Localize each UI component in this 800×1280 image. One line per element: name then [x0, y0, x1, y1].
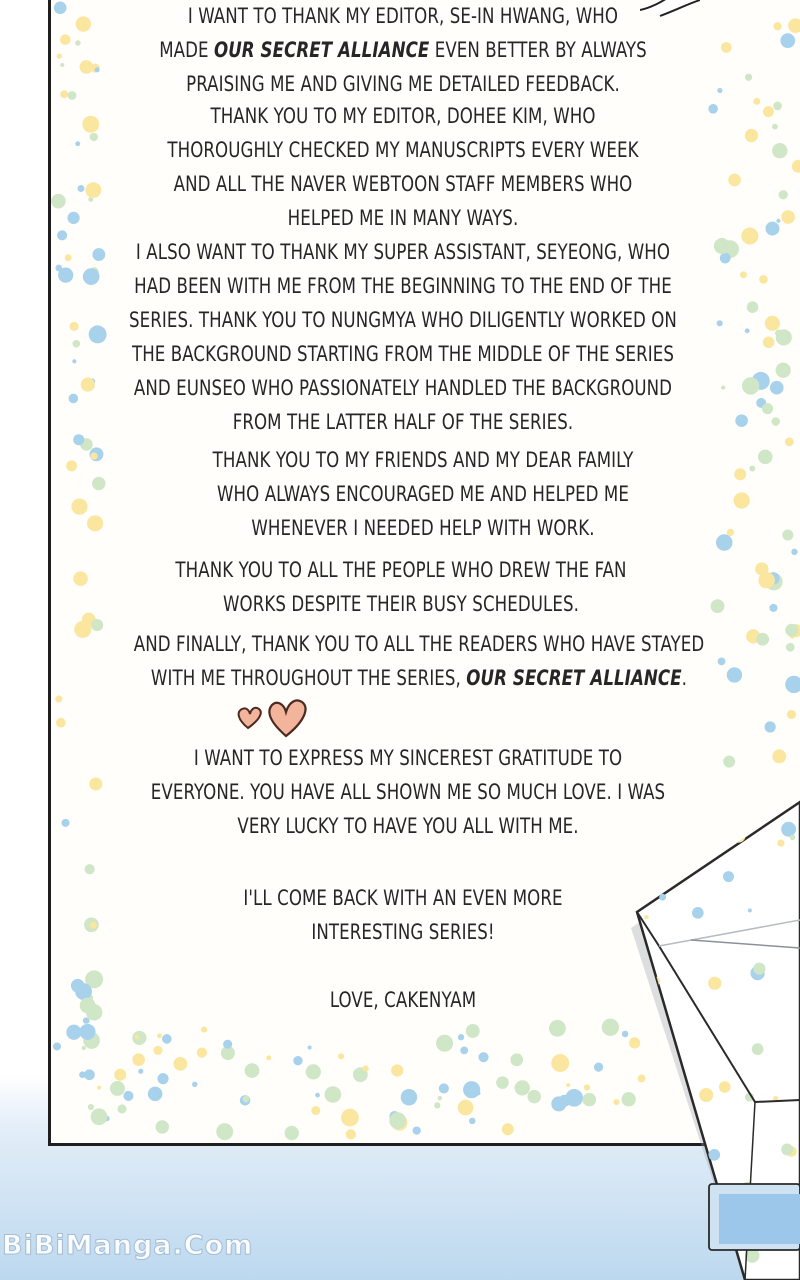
letter-line: AND ALL THE NAVER WEBTOON STAFF MEMBERS WHO	[173, 172, 633, 197]
confetti-dot	[97, 1086, 101, 1090]
confetti-dot	[148, 1087, 162, 1101]
letter-line: EVERYONE. YOU HAVE ALL SHOWN ME SO MUCH LOVE. I WAS	[150, 780, 666, 805]
letter-line: LOVE, CAKENYAM	[329, 988, 477, 1013]
confetti-dot	[216, 1123, 233, 1140]
letter-paragraph	[79, 444, 767, 546]
confetti-dot	[776, 219, 780, 223]
letter-paragraph	[59, 236, 747, 440]
confetti-dot	[496, 1076, 509, 1089]
letter-line: HAD BEEN WITH ME FROM THE BEGINNING TO THE END OF THE	[134, 274, 672, 299]
letter-line: I WANT TO THANK MY EDITOR, SE-IN HWANG, WHO	[187, 4, 619, 29]
confetti-dot	[692, 907, 704, 919]
confetti-dot	[156, 1120, 169, 1133]
confetti-dot	[88, 1104, 94, 1110]
confetti-dot	[132, 1053, 145, 1066]
confetti-dot	[644, 915, 648, 919]
confetti-dot	[306, 1064, 321, 1079]
confetti-dot	[466, 1024, 480, 1038]
confetti-dot	[772, 143, 787, 158]
watermark: BiBiManga.Com	[2, 1230, 254, 1261]
letter-paragraph	[57, 554, 745, 622]
confetti-dot	[245, 1063, 260, 1078]
speech-bubble-corner	[640, 0, 700, 26]
confetti-dot	[779, 190, 788, 199]
confetti-dot	[792, 160, 800, 173]
confetti-dot	[719, 1081, 731, 1093]
confetti-dot	[346, 1129, 356, 1139]
confetti-dot	[439, 1083, 449, 1093]
confetti-dot	[527, 1090, 540, 1103]
letter-line: THE BACKGROUND STARTING FROM THE MIDDLE OF THE SERIES	[131, 342, 675, 367]
confetti-dot	[763, 336, 775, 348]
confetti-dot	[549, 1020, 566, 1037]
letter-line: WHO ALWAYS ENCOURAGED ME AND HELPED ME	[217, 482, 629, 507]
confetti-dot	[82, 1046, 86, 1050]
confetti-dot	[772, 749, 786, 763]
letter-line: PRAISING ME AND GIVING ME DETAILED FEEDBACK.	[186, 72, 620, 97]
letter-line: WITH ME THROUGHOUT THE SERIES, OUR SECRET ALLIANCE.	[150, 666, 688, 691]
confetti-dot	[401, 1089, 418, 1106]
confetti-dot	[731, 828, 746, 843]
confetti-dot	[769, 604, 777, 612]
confetti-dot	[659, 894, 666, 901]
confetti-dot	[765, 222, 779, 236]
confetti-dot	[785, 676, 800, 693]
confetti-dot	[138, 1069, 143, 1074]
confetti-dot	[438, 1096, 442, 1100]
confetti-dot	[763, 106, 774, 117]
confetti-dot	[110, 1081, 125, 1096]
confetti-dot	[285, 1126, 299, 1140]
confetti-dot	[551, 1096, 566, 1111]
letter-paragraph	[59, 100, 747, 236]
confetti-dot	[762, 403, 773, 414]
confetti-dot	[66, 460, 77, 471]
confetti-dot	[785, 624, 798, 637]
confetti-dot	[747, 301, 759, 313]
confetti-dot	[469, 1118, 476, 1125]
letter-line: INTERESTING SERIES!	[311, 920, 495, 945]
confetti-dot	[510, 1053, 523, 1066]
confetti-dot	[197, 1047, 207, 1057]
confetti-dot	[748, 908, 752, 912]
letter-line: SERIES. THANK YOU TO NUNGMYA WHO DILIGENTLY WORKED ON	[129, 308, 677, 333]
confetti-dot	[781, 210, 795, 224]
confetti-dot	[770, 381, 784, 395]
series-title: OUR SECRET ALLIANCE	[213, 38, 430, 63]
confetti-dot	[773, 22, 781, 30]
confetti-dot	[173, 1057, 187, 1071]
letter-line: VERY LUCKY TO HAVE YOU ALL WITH ME.	[237, 814, 579, 839]
confetti-dot	[79, 1071, 86, 1078]
confetti-dot	[782, 530, 793, 541]
letter-line: I'LL COME BACK WITH AN EVEN MORE	[243, 886, 563, 911]
letter-line: THANK YOU TO MY EDITOR, DOHEE KIM, WHO	[210, 104, 596, 129]
confetti-dot	[135, 1035, 139, 1039]
confetti-dot	[648, 1087, 662, 1101]
confetti-dot	[654, 859, 663, 868]
confetti-dot	[781, 1143, 793, 1155]
confetti-dot	[460, 1046, 468, 1054]
confetti-dot	[708, 1149, 720, 1161]
confetti-dot	[708, 977, 721, 990]
confetti-dot	[551, 1054, 569, 1072]
confetti-dot	[791, 549, 797, 555]
confetti-dot	[752, 1043, 764, 1055]
confetti-dot	[790, 835, 796, 841]
confetti-dot	[85, 864, 95, 874]
confetti-dot	[162, 1034, 172, 1044]
confetti-dot	[780, 33, 795, 48]
confetti-dot	[765, 316, 780, 331]
series-title: OUR SECRET ALLIANCE	[466, 666, 682, 691]
confetti-dot	[363, 1065, 369, 1071]
confetti-dot	[91, 1108, 108, 1125]
confetti-dot	[688, 1115, 693, 1120]
confetti-dot	[413, 1126, 421, 1134]
confetti-dot	[315, 1093, 320, 1098]
confetti-dot	[201, 1026, 207, 1032]
confetti-dot	[114, 1069, 126, 1081]
confetti-dot	[776, 363, 791, 378]
confetti-dot	[773, 102, 782, 111]
letter-line: MADE OUR SECRET ALLIANCE EVEN BETTER BY ALWAYS	[159, 38, 647, 63]
confetti-dot	[723, 871, 734, 882]
confetti-dot	[772, 124, 778, 130]
confetti-dot	[132, 1031, 146, 1045]
confetti-dot	[458, 1034, 464, 1040]
confetti-dot	[644, 1189, 658, 1203]
confetti-dot	[293, 1056, 302, 1065]
confetti-dot	[781, 822, 796, 837]
confetti-dot	[55, 695, 62, 702]
confetti-dot	[436, 1035, 453, 1052]
confetti-dot	[325, 1086, 342, 1103]
letter-line: WHENEVER I NEEDED HELP WITH WORK.	[251, 516, 595, 541]
confetti-dot	[699, 1088, 713, 1102]
confetti-dot	[223, 1040, 232, 1049]
letter-line: AND EUNSEO WHO PASSIONATELY HANDLED THE BACKGROUND	[133, 376, 673, 401]
envelope-icon	[595, 800, 800, 1280]
confetti-dot	[771, 417, 780, 426]
confetti-dot	[118, 1104, 127, 1113]
letter-line: WORKS DESPITE THEIR BUSY SCHEDULES.	[223, 592, 579, 617]
confetti-dot	[53, 1042, 61, 1050]
confetti-dot	[157, 1033, 162, 1038]
confetti-dot	[566, 1083, 570, 1087]
confetti-dot	[266, 1055, 271, 1060]
letter-line: THANK YOU TO ALL THE PEOPLE WHO DREW THE FAN	[175, 558, 627, 583]
confetti-dot	[565, 1089, 583, 1107]
confetti-dot	[153, 1046, 162, 1055]
confetti-dot	[515, 1080, 530, 1095]
letter-line: FROM THE LATTER HALF OF THE SERIES.	[232, 410, 574, 435]
confetti-dot	[308, 1045, 312, 1049]
confetti-dot	[785, 437, 794, 446]
confetti-dot	[434, 1102, 440, 1108]
confetti-dot	[341, 1109, 359, 1127]
confetti-dot	[478, 1052, 488, 1062]
confetti-dot	[311, 1106, 320, 1115]
confetti-dot	[80, 1024, 96, 1040]
confetti-dot	[56, 718, 66, 728]
confetti-dot	[192, 1082, 197, 1087]
letter-line: I ALSO WANT TO THANK MY SUPER ASSISTANT, SEYEONG, WHO	[135, 240, 671, 265]
confetti-dot	[157, 1073, 168, 1084]
confetti-dot	[123, 1091, 133, 1101]
letter-line: I WANT TO EXPRESS MY SINCEREST GRATITUDE TO	[193, 746, 623, 771]
letter-line: THANK YOU TO MY FRIENDS AND MY DEAR FAMILY	[212, 448, 634, 473]
letter-line: HELPED ME IN MANY WAYS.	[287, 206, 519, 231]
letter-line: THOROUGHLY CHECKED MY MANUSCRIPTS EVERY WEEK	[167, 138, 639, 163]
confetti-dot	[786, 643, 795, 652]
confetti-dot	[389, 1112, 406, 1129]
confetti-dot	[83, 1017, 89, 1023]
confetti-dot	[66, 1025, 81, 1040]
confetti-dot	[458, 1100, 474, 1116]
confetti-dot	[502, 1123, 514, 1135]
confetti-dot	[391, 1064, 403, 1076]
hearts-icon	[236, 692, 316, 742]
confetti-dot	[584, 1084, 590, 1090]
confetti-dot	[643, 1113, 659, 1129]
confetti-dot	[787, 710, 796, 719]
confetti-dot	[758, 572, 774, 588]
letter-line: AND FINALLY, THANK YOU TO ALL THE READERS WHO HAVE STAYED	[133, 632, 705, 657]
confetti-dot	[338, 1053, 344, 1059]
confetti-dot	[765, 721, 776, 732]
confetti-dot	[243, 1096, 250, 1103]
confetti-dot	[759, 275, 768, 284]
confetti-dot	[463, 1081, 480, 1098]
letter-paragraph	[75, 628, 763, 696]
confetti-dot	[753, 963, 765, 975]
confetti-dot	[776, 329, 792, 345]
confetti-dot	[788, 18, 800, 33]
confetti-dot	[777, 839, 784, 846]
confetti-dot	[753, 98, 760, 105]
